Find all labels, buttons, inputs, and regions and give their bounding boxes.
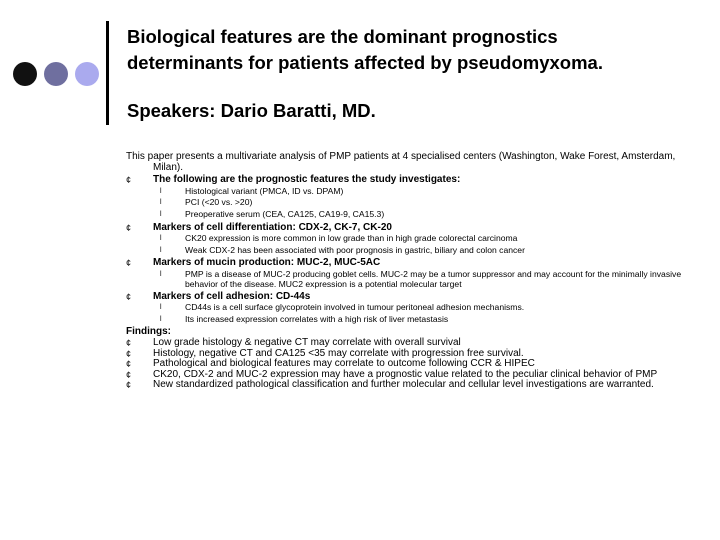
list-item-text: CD44s is a cell surface glycoprotein involved in tumour peritoneal adhesion mechanisms. [185, 302, 525, 313]
title-line-2: determinants for patients affected by pseudomyxoma. [127, 52, 603, 73]
dot-light-icon [75, 62, 99, 86]
section-heading [126, 175, 686, 186]
bullet-circle-icon: ¢ [126, 175, 132, 186]
finding-item [126, 338, 686, 349]
bullet-circle-icon: ¢ [126, 359, 132, 370]
dot-dark-icon [13, 62, 37, 86]
list-item-text: Its increased expression correlates with a high risk of liver metastasis [185, 313, 449, 324]
speakers-line: Speakers: Dario Baratti, MD. [127, 100, 376, 121]
list-item [126, 303, 686, 314]
bullet-dot-icon: l [160, 210, 162, 218]
list-item [126, 270, 686, 290]
section-heading-text: Markers of cell differentiation: CDX-2, CK-7, CK-20 [153, 221, 392, 233]
section-heading-text: Markers of mucin production: MUC-2, MUC-5AC [153, 257, 381, 269]
bullet-dot-icon: l [160, 246, 162, 254]
bullet-circle-icon: ¢ [126, 348, 132, 359]
bullet-dot-icon: l [160, 315, 162, 323]
title-divider [106, 21, 109, 125]
finding-text: New standardized pathological classification and further molecular and cellular level investigations are warranted. [153, 379, 654, 391]
section-heading-text: Markers of cell adhesion: CD-44s [153, 290, 311, 302]
list-item-text: CK20 expression is more common in low grade than in high grade colorectal carcinoma [185, 233, 518, 244]
finding-item [126, 380, 686, 391]
list-item [126, 198, 686, 209]
bullet-dot-icon: l [160, 304, 162, 312]
section-heading [126, 258, 686, 269]
list-item [126, 234, 686, 245]
list-item-text: Histological variant (PMCA, ID vs. DPAM) [185, 185, 344, 196]
finding-text: Pathological and biological features may correlate to outcome following CCR & HIPEC [153, 358, 535, 370]
slide-title [127, 24, 707, 76]
list-item [126, 246, 686, 257]
bullet-circle-icon: ¢ [126, 291, 132, 302]
bullet-circle-icon: ¢ [126, 258, 132, 269]
list-item-text: Preoperative serum (CEA, CA125, CA19-9, CA15.3) [185, 208, 385, 219]
list-item-text: PCI (<20 vs. >20) [185, 197, 253, 208]
finding-text: CK20, CDX-2 and MUC-2 expression may have a prognostic value related to the peculiar clinical behavior of PMP [153, 368, 658, 380]
decorative-dots [13, 62, 103, 88]
dot-medium-icon [44, 62, 68, 86]
bullet-circle-icon: ¢ [126, 380, 132, 391]
finding-text: Histology, negative CT and CA125 <35 may correlate with progression free survival. [153, 347, 524, 359]
bullet-circle-icon: ¢ [126, 222, 132, 233]
list-item [126, 210, 686, 221]
bullet-circle-icon: ¢ [126, 337, 132, 348]
list-item-text: PMP is a disease of MUC-2 producing goblet cells. MUC-2 may be a tumor suppressor and may account for the minimally invasive behavior of the disease. MUC2 expression is a potential molecular target [185, 268, 682, 289]
slide-body [126, 152, 686, 391]
bullet-dot-icon: l [160, 187, 162, 195]
bullet-dot-icon: l [160, 235, 162, 243]
bullet-dot-icon: l [160, 270, 162, 278]
bullet-circle-icon: ¢ [126, 369, 132, 380]
findings-heading: Findings: [126, 326, 171, 338]
list-item [126, 187, 686, 198]
section-heading-text: The following are the prognostic features the study investigates: [153, 174, 461, 186]
title-line-1: Biological features are the dominant prognostics [127, 26, 558, 47]
section-heading [126, 223, 686, 234]
list-item [126, 315, 686, 326]
intro-paragraph: This paper presents a multivariate analysis of PMP patients at 4 specialised centers (Washington, Wake Forest, Amsterdam, Milan). [126, 151, 676, 173]
section-heading [126, 292, 686, 303]
list-item-text: Weak CDX-2 has been associated with poor prognosis in gastric, biliary and colon cancer [185, 244, 525, 255]
finding-text: Low grade histology & negative CT may correlate with overall survival [153, 336, 461, 348]
bullet-dot-icon: l [160, 199, 162, 207]
